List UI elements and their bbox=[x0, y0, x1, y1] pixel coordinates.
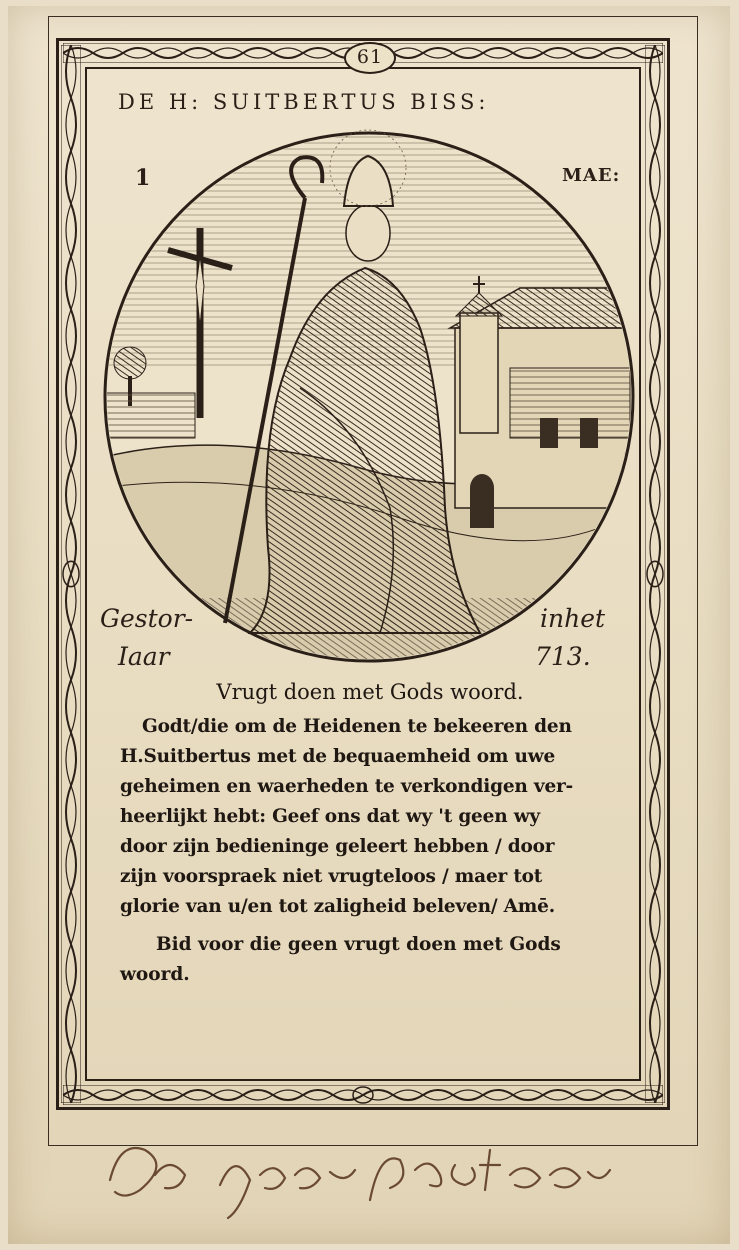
death-note-word-2: inhet bbox=[540, 604, 606, 633]
plate-number-cartouche: 61 bbox=[344, 42, 396, 74]
frame-band-left bbox=[61, 45, 81, 1103]
feast-month: MAE: bbox=[562, 165, 621, 186]
prayer-line: door zijn bedieninge geleert hebben / door bbox=[120, 836, 555, 857]
prayer-line: zijn voorspraek niet vrugteloos / maer tot bbox=[120, 866, 543, 887]
prayer-line: Godt/die om de Heidenen te bekeeren den bbox=[142, 716, 572, 737]
feast-day: 1 bbox=[135, 165, 151, 191]
petition-paragraph bbox=[120, 930, 620, 990]
death-note-word-3: Iaar bbox=[118, 642, 170, 671]
prayer-paragraph bbox=[120, 712, 620, 922]
saint-medallion-engraving bbox=[100, 128, 638, 666]
prayer-line: glorie van u/en tot zaligheid beleven/ Amē. bbox=[120, 896, 555, 917]
prayer-line: geheimen en waerheden te verkondigen ver- bbox=[120, 776, 574, 797]
death-note-word-1: Gestor- bbox=[100, 604, 194, 633]
saint-title: DE H: SUITBERTUS BISS: bbox=[118, 90, 490, 114]
frame-band-bottom bbox=[63, 1085, 663, 1105]
prayer-text-block bbox=[120, 680, 620, 990]
church-building bbox=[450, 276, 638, 528]
prayer-line: heerlijkt hebt: Geef ons dat wy 't geen wy bbox=[120, 806, 540, 827]
fruit-heading: Vrugt doen met Gods woord. bbox=[216, 680, 524, 704]
prayer-line: H.Suitbertus met de bequaemheid om uwe bbox=[120, 746, 556, 767]
petition-line: Bid voor die geen vrugt doen met Gods bbox=[156, 934, 561, 955]
death-note-year: 713. bbox=[535, 642, 591, 671]
handwritten-signature bbox=[100, 1130, 620, 1220]
petition-line: woord. bbox=[120, 964, 190, 985]
frame-band-right bbox=[645, 45, 665, 1103]
